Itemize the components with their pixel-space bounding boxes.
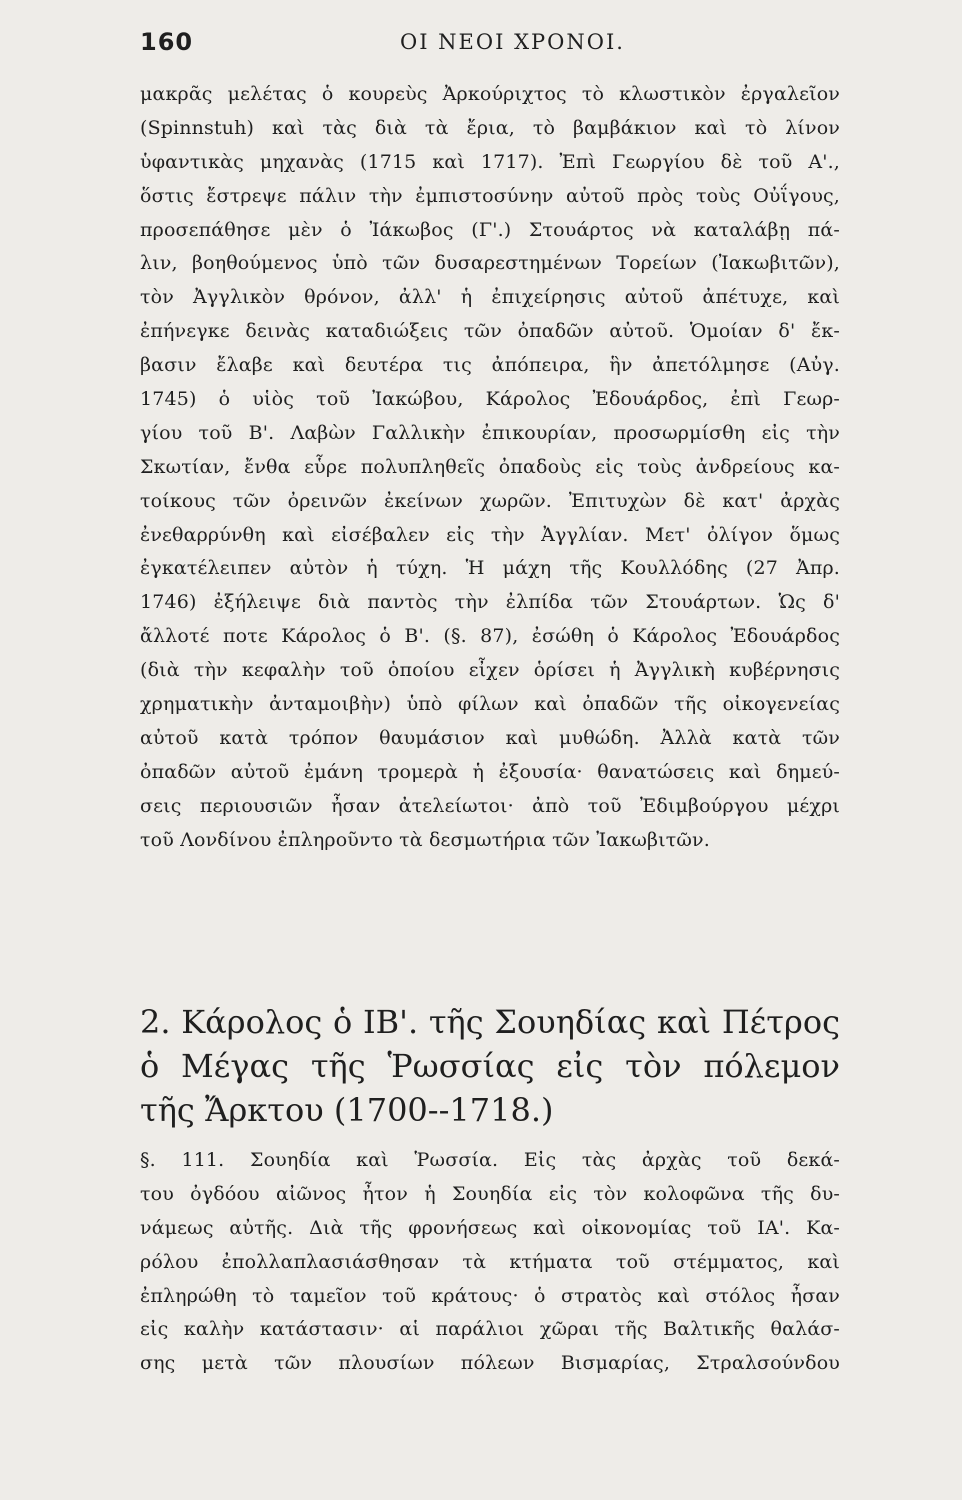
text-line: τοῦ Λονδίνου ἐπληροῦντο τὰ δεσμωτήρια τῶν Ἰακωβιτῶν. [140,828,710,851]
text-line: σης μετὰ τῶν πλουσίων πόλεων Βισμαρίας, Στραλσούνδου [140,1352,840,1375]
text-line: λιν, βοηθούμενος ὑπὸ τῶν δυσαρεστημένων Τορείων (Ἰακωβιτῶν), [140,252,840,275]
running-title: ΟΙ ΝΕΟΙ ΧΡΟΝΟΙ. [400,30,625,54]
text-line: (Spinnstuh) καὶ τὰς διὰ τὰ ἔρια, τὸ βαμβάκιον καὶ τὸ λίνον [140,116,840,139]
text-line: Σκωτίαν, ἔνθα εὗρε πολυπληθεῖς ὀπαδοὺς εἰς τοὺς ἀνδρείους κα- [140,455,840,478]
text-line: ρόλου ἐπολλαπλασιάσθησαν τὰ κτήματα τοῦ στέμματος, καὶ [140,1250,840,1273]
text-line: χρηματικὴν ἀνταμοιβὴν) ὑπὸ φίλων καὶ ὀπαδῶν τῆς οἰκογενείας [140,693,840,716]
text-line: ἐγκατέλειπεν αὐτὸν ἡ τύχη. Ἡ μάχη τῆς Κουλλόδης (27 Ἀπρ. [140,557,840,580]
text-line: γίου τοῦ Β'. Λαβὼν Γαλλικὴν ἐπικουρίαν, προσωρμίσθη εἰς τὴν [140,421,840,444]
text-line: αὐτοῦ κατὰ τρόπον θαυμάσιον καὶ μυθώδη. Ἀλλὰ κατὰ τῶν [140,726,840,749]
text-line: ἐπληρώθη τὸ ταμεῖον τοῦ κράτους· ὁ στρατὸς καὶ στόλος ἦσαν [140,1284,840,1307]
page-number: 160 [140,28,194,56]
text-line: ἐνεθαρρύνθη καὶ εἰσέβαλεν εἰς τὴν Ἀγγλίαν. Μετ' ὀλίγον ὅμως [140,523,840,546]
text-line: §. 111. Σουηδία καὶ Ῥωσσία. Εἰς τὰς ἀρχὰς τοῦ δεκά- [140,1149,840,1171]
heading-line: ὁ Μέγας τῆς Ῥωσσίας εἰς τὸν πόλεμον [140,1047,840,1085]
heading-line: τῆς Ἄρκτου (1700--1718.) [140,1091,554,1129]
text-line: τὸν Ἀγγλικὸν θρόνον, ἀλλ' ἡ ἐπιχείρησις αὐτοῦ ἀπέτυχε, καὶ [140,286,840,309]
text-line: ὑφαντικὰς μηχανὰς (1715 καὶ 1717). Ἐπὶ Γεωργίου δὲ τοῦ Α'., [140,150,840,173]
text-line: προσεπάθησε μὲν ὁ Ἰάκωβος (Γ'.) Στουάρτος νὰ καταλάβῃ πά- [140,218,840,241]
text-line: ἄλλοτέ ποτε Κάρολος ὁ Β'. (§. 87), ἐσώθη ὁ Κάρολος Ἐδουάρδος [140,625,840,648]
text-line: ἐπήνεγκε δεινὰς καταδιώξεις τῶν ὀπαδῶν αὐτοῦ. Ὁμοίαν δ' ἔκ- [140,320,840,343]
text-line: βασιν ἔλαβε καὶ δευτέρα τις ἀπόπειρα, ἣν ἀπετόλμησε (Αὐγ. [140,354,840,377]
text-line: (διὰ τὴν κεφαλὴν τοῦ ὁποίου εἶχεν ὁρίσει ἡ Ἀγγλικὴ κυβέρνησις [140,659,840,682]
body-text [140,78,840,857]
text-line: του ὀγδόου αἰῶνος ἦτον ἡ Σουηδία εἰς τὸν κολοφῶνα τῆς δυ- [140,1182,840,1205]
text-line: ὅστις ἔστρεψε πάλιν τὴν ἐμπιστοσύνην αὐτοῦ πρὸς τοὺς Οὐΐγους, [140,184,840,207]
text-line: 1746) ἐξήλειψε διὰ παντὸς τὴν ἐλπίδα τῶν Στουάρτων. Ὡς δ' [140,591,840,614]
text-line: εἰς καλὴν κατάστασιν· αἱ παράλιοι χῶραι τῆς Βαλτικῆς θαλάσ- [140,1318,840,1341]
text-line: μακρᾶς μελέτας ὁ κουρεὺς Ἀρκούριχτος τὸ κλωστικὸν ἐργαλεῖον [140,83,840,105]
text-line: σεις περιουσιῶν ἦσαν ἀτελείωτοι· ἀπὸ τοῦ Ἐδιμβούργου μέχρι [140,794,840,817]
text-line: 1745) ὁ υἱὸς τοῦ Ἰακώβου, Κάρολος Ἐδουάρδος, ἐπὶ Γεωρ- [140,388,840,411]
page-header [140,28,830,68]
text-line: νάμεως αὐτῆς. Διὰ τῆς φρονήσεως καὶ οἰκονομίας τοῦ ΙΑ'. Κα- [140,1216,840,1239]
heading-line: 2. Κάρολος ὁ ΙΒ'. τῆς Σουηδίας καὶ Πέτρος [140,1003,840,1041]
text-line: ὀπαδῶν αὐτοῦ ἐμάνη τρομερὰ ἡ ἐξουσία· θανατώσεις καὶ δημεύ- [140,760,840,783]
text-line: τοίκους τῶν ὀρεινῶν ἐκείνων χωρῶν. Ἐπιτυχὼν δὲ κατ' ἀρχὰς [140,489,840,512]
section-heading [140,1000,840,1132]
section-body-text [140,1144,840,1381]
